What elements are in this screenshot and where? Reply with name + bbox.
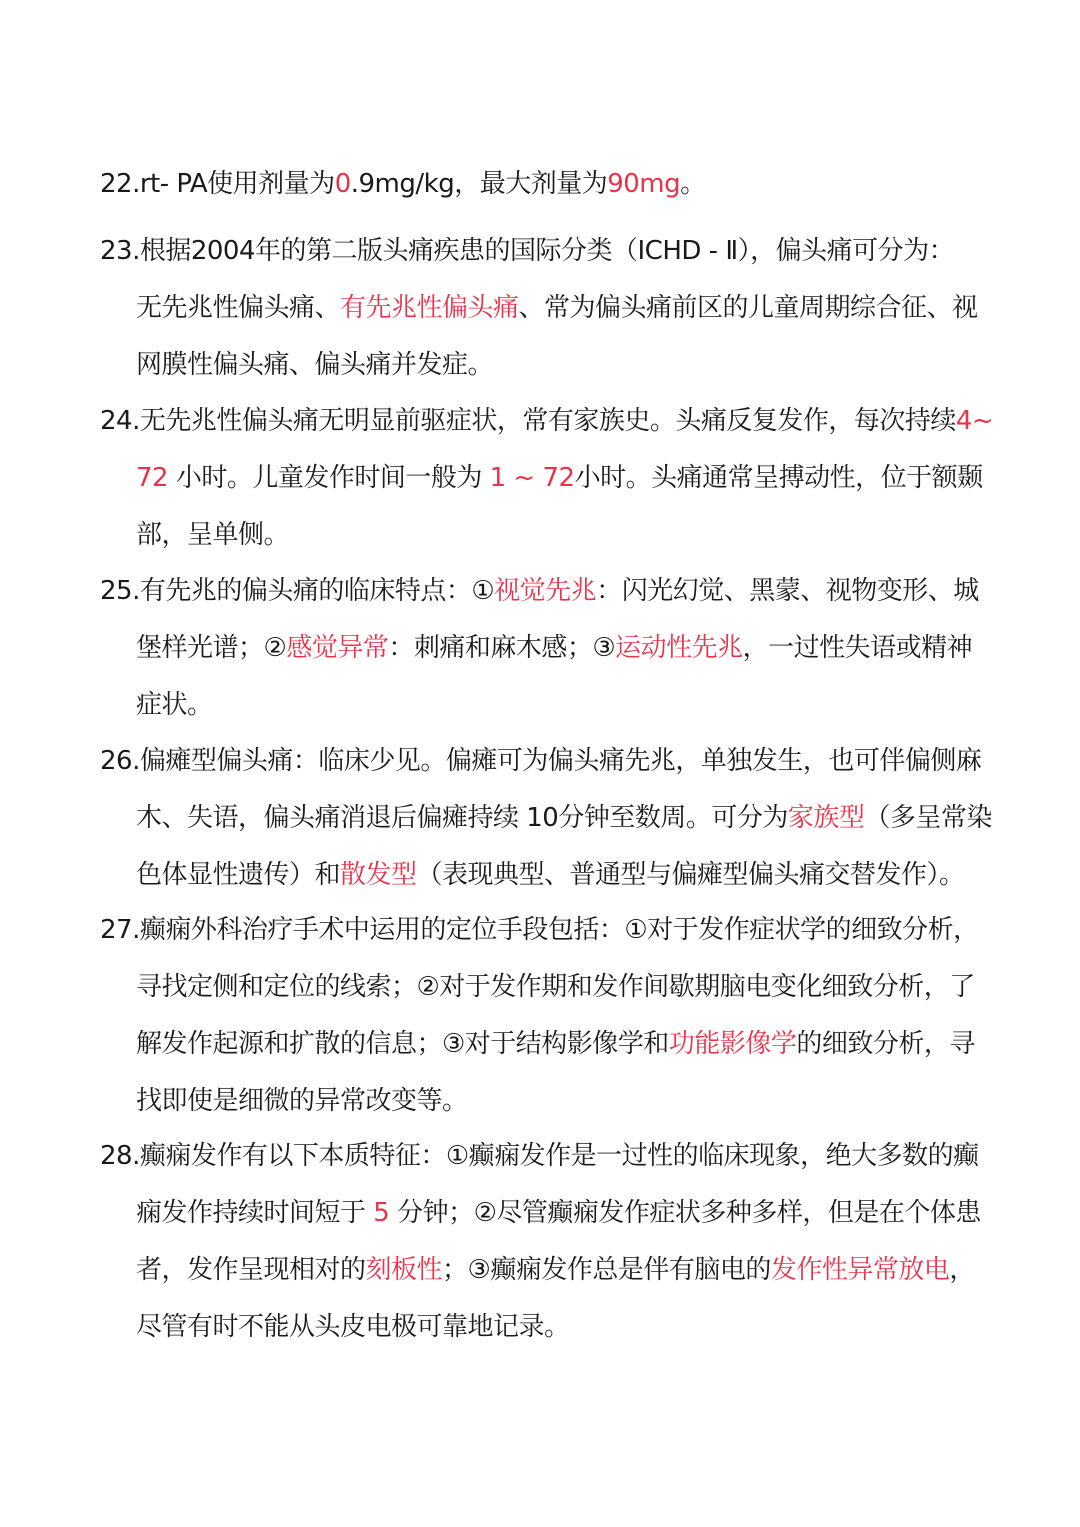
body-text: 27.癫痫外科治疗手术中运用的定位手段包括：①对于发作症状学的细致分析， (100, 915, 979, 945)
body-text: 26.偏瘫型偏头痛：临床少见。偏瘫可为偏头痛先兆，单独发生，也可伴偏侧麻 (100, 746, 982, 776)
note-line (100, 1016, 990, 1073)
note-line (100, 620, 990, 677)
highlighted-text: 运动性先兆 (615, 633, 743, 663)
highlighted-text: 有先兆性偏头痛 (340, 293, 519, 323)
body-text: 痫发作持续时间短于 (136, 1198, 374, 1228)
body-text: 。 (680, 169, 706, 199)
note-item-28 (100, 1128, 990, 1356)
highlighted-text: 1 ~ 72 (489, 463, 575, 493)
highlighted-text: 感觉异常 (286, 633, 389, 663)
note-line (100, 507, 990, 564)
highlighted-text: 4~ (955, 406, 994, 436)
note-line (100, 280, 990, 337)
highlighted-text: 刻板性 (365, 1255, 443, 1285)
note-line (100, 156, 990, 213)
body-text: 小时。头痛通常呈搏动性，位于额颞 (574, 463, 983, 493)
note-line (100, 1073, 990, 1130)
body-text: 25.有先兆的偏头痛的临床特点：① (100, 576, 495, 606)
body-text: 症状。 (136, 690, 213, 720)
body-text: 部，呈单侧。 (136, 520, 290, 550)
note-line (100, 1299, 990, 1356)
note-item-24 (100, 393, 994, 564)
body-text: 小时。儿童发作时间一般为 (168, 463, 490, 493)
body-text: ：刺痛和麻木感；③ (388, 633, 616, 663)
body-text: 22.rt- PA使用剂量为 (100, 169, 335, 199)
note-line (100, 450, 990, 507)
note-line (100, 1185, 990, 1242)
note-item-27 (100, 902, 990, 1130)
highlighted-text: 视觉先兆 (494, 576, 597, 606)
note-line (100, 223, 990, 280)
body-text: 木、失语，偏头痛消退后偏瘫持续 10分钟至数周。可分为 (136, 803, 788, 833)
note-item-26 (100, 733, 990, 904)
note-line (100, 337, 990, 394)
body-text: （多呈常染 (864, 803, 992, 833)
note-item-25 (100, 563, 990, 734)
note-line (100, 959, 990, 1016)
body-text: 者，发作呈现相对的 (136, 1255, 366, 1285)
body-text: ；③癫痫发作总是伴有脑电的 (442, 1255, 771, 1285)
highlighted-text: 90mg (607, 169, 681, 199)
note-line (100, 790, 990, 847)
body-text: 的细致分析，寻 (796, 1029, 975, 1059)
note-line (100, 733, 990, 790)
body-text: 解发作起源和扩散的信息；③对于结构影像学和 (136, 1029, 669, 1059)
note-line (100, 563, 990, 620)
body-text: 堡样光谱；② (136, 633, 287, 663)
note-line (100, 1128, 990, 1185)
body-text: 色体显性遗传）和 (136, 860, 341, 890)
highlighted-text: 散发型 (340, 860, 417, 890)
highlighted-text: 发作性异常放电 (770, 1255, 950, 1285)
body-text: 23.根据2004年的第二版头痛疾患的国际分类（ICHD - Ⅱ），偏头痛可分为： (100, 236, 955, 266)
body-text: 28.癫痫发作有以下本质特征：①癫痫发作是一过性的临床现象，绝大多数的癫 (100, 1141, 979, 1171)
highlighted-text: 72 (136, 463, 169, 493)
body-text: 尽管有时不能从头皮电极可靠地记录。 (136, 1312, 570, 1342)
highlighted-text: 0 (334, 169, 351, 199)
body-text: （表现典型、普通型与偏瘫型偏头痛交替发作）。 (416, 860, 965, 890)
highlighted-text: 功能影像学 (668, 1029, 797, 1059)
note-line (100, 677, 990, 734)
body-text: ，一过性失语或精神 (742, 633, 973, 663)
body-text: ：闪光幻觉、黑蒙、视物变形、城 (596, 576, 979, 606)
body-text: 分钟；②尽管癫痫发作症状多种多样，但是在个体患 (389, 1198, 981, 1228)
body-text: 寻找定侧和定位的线索；②对于发作期和发作间歇期脑电变化细致分析，了 (136, 972, 975, 1002)
note-line (100, 393, 994, 450)
note-line (100, 902, 990, 959)
body-text: .9mg/kg，最大剂量为 (350, 169, 608, 199)
body-text: 网膜性偏头痛、偏头痛并发症。 (136, 350, 494, 380)
note-item-22 (100, 156, 990, 213)
body-text: 无先兆性偏头痛、 (136, 293, 341, 323)
highlighted-text: 家族型 (787, 803, 865, 833)
body-text: 24.无先兆性偏头痛无明显前驱症状，常有家族史。头痛反复发作，每次持续 (100, 406, 956, 436)
note-item-23 (100, 223, 990, 394)
body-text: ， (949, 1255, 975, 1285)
body-text: 找即使是细微的异常改变等。 (136, 1086, 468, 1116)
note-line (100, 1242, 990, 1299)
note-line (100, 847, 990, 904)
body-text: 、常为偏头痛前区的儿童周期综合征、视 (518, 293, 978, 323)
highlighted-text: 5 (373, 1198, 390, 1228)
